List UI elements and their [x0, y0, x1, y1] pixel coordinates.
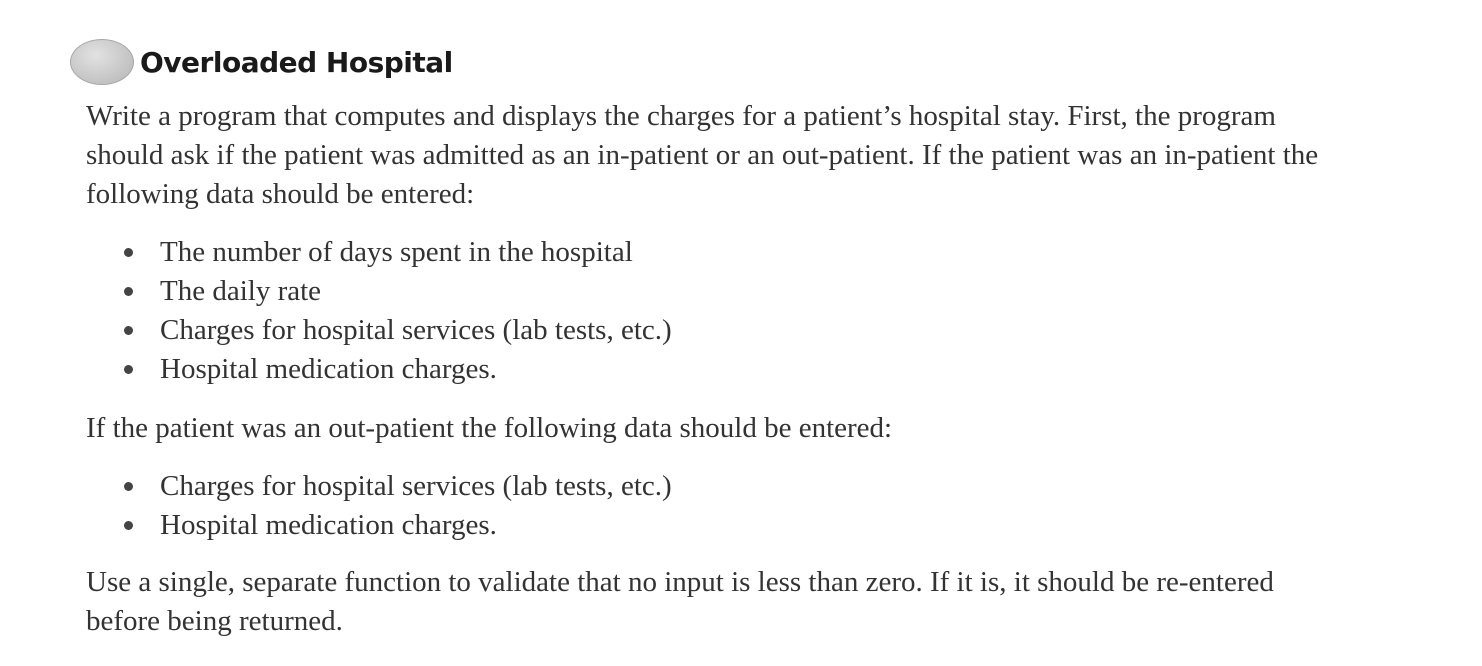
section-title: Overloaded Hospital	[140, 45, 453, 79]
oval-badge-icon	[70, 39, 134, 85]
section-heading	[70, 38, 453, 86]
list-item	[120, 467, 672, 506]
list-item-text: Hospital medication charges.	[160, 509, 497, 541]
list-item	[120, 311, 672, 350]
list-item-text: Charges for hospital services (lab tests, etc.)	[160, 314, 672, 346]
list-item-text: The number of days spent in the hospital	[160, 236, 633, 268]
bullet-icon	[124, 326, 133, 335]
list-item-text: The daily rate	[160, 275, 322, 307]
list-item	[120, 350, 672, 389]
bullet-icon	[124, 248, 133, 257]
outpatient-intro-paragraph: If the patient was an out-patient the following data should be entered:	[86, 412, 893, 444]
bullet-icon	[124, 482, 133, 491]
bullet-icon	[124, 521, 133, 530]
list-item	[120, 233, 672, 272]
bullet-icon	[124, 365, 133, 374]
list-item	[120, 506, 672, 545]
intro-paragraph: Write a program that computes and displays the charges for a patient’s hospital stay. First, the program should ask if the patient was admitted as an in-patient or an out-patient. If the patient was an in-patient the following data should be entered:	[86, 100, 1319, 210]
closing-paragraph: Use a single, separate function to validate that no input is less than zero. If it is, it should be re-entered before being returned.	[86, 566, 1274, 637]
bullet-icon	[124, 287, 133, 296]
list-item	[120, 272, 672, 311]
inpatient-list	[120, 233, 672, 389]
list-item-text: Hospital medication charges.	[160, 353, 497, 385]
list-item-text: Charges for hospital services (lab tests, etc.)	[160, 470, 672, 502]
outpatient-list	[120, 467, 672, 545]
